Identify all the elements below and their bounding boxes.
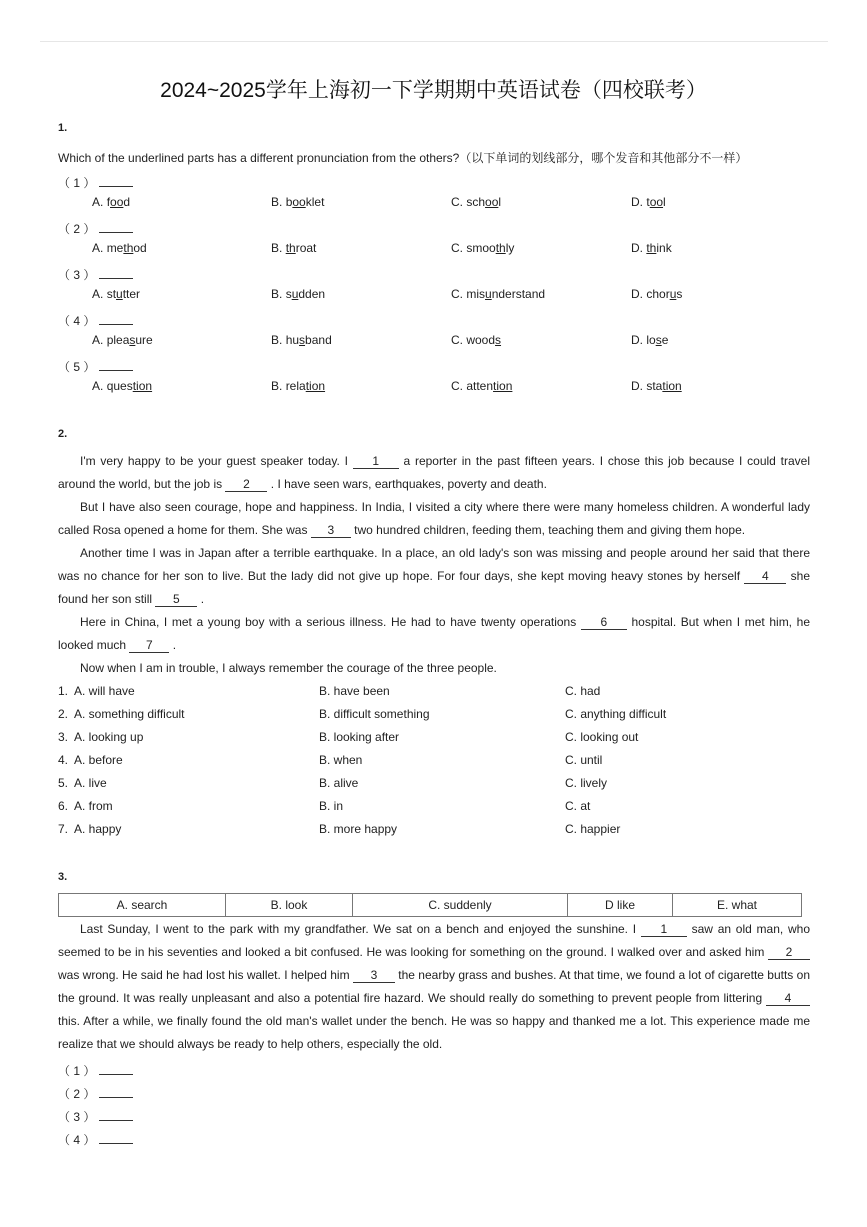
word-part: s [676,287,683,301]
word-part: nderstand [491,287,546,301]
blank-1[interactable]: 1 [641,923,687,937]
underlined-part: tion [132,379,153,393]
option-a [92,241,147,255]
item-number [58,1061,133,1079]
choice-b: B. more happy [319,822,398,836]
word-part: ink [656,241,672,255]
choice-c: C. at [565,799,591,813]
item-number [58,1084,133,1102]
item-number [58,311,133,329]
underlined-part: u [669,287,677,301]
word-bank-cell: E. what [673,894,802,917]
choice-b: B. when [319,753,363,767]
option-c [451,241,514,255]
option-letter: C. [451,195,463,209]
word-part: klet [305,195,325,209]
choice-c: C. looking out [565,730,639,744]
choice-b: B. alive [319,776,359,790]
option-d [631,333,668,347]
word-part: atten [466,379,494,393]
option-c [451,333,501,347]
choice-number: 3. [58,730,69,744]
item-label: （ 4 ） [58,1133,96,1147]
answer-blank[interactable] [99,1107,133,1121]
option-letter: D. [631,379,643,393]
choice-a: A. will have [74,684,135,698]
option-b [271,287,325,301]
top-divider [40,41,828,42]
choice-number: 1. [58,684,69,698]
answer-blank[interactable] [99,173,133,187]
option-letter: B. [271,241,283,255]
choice-b: B. looking after [319,730,400,744]
passage-2-paragraph-2: But I have also seen courage, hope and happiness. In India, I visited a city where there were many homeless children. A wonderful lady called Rosa opened a home for them. She was 3 two hundred children, feeding them, teaching them and giving them hope. [58,500,810,537]
underlined-part: s [655,333,662,347]
passage-3-paragraph: Last Sunday, I went to the park with my grandfather. We sat on a bench and enjoyed the sunshine. I 1 saw an old man, who seemed to be in his seventies and looked a bit confused. He was looking for something on the ground. I walked over and asked him 2 was wrong. He said he had lost his wallet. I helped him 3 the nearby grass and bushes. At that time, we found a lot of cigarette butts on the ground. It was really unpleasant and also a potential fire hazard. We should really do something to prevent people from littering 4 this. After a while, we finally found the old man's wallet under the bench. He was so happy and thanked me a lot. This experience made me realize that we should always be ready to help others, especially the old. [58,922,811,1051]
answer-blank[interactable] [99,357,133,371]
passage-2-paragraph-5: Now when I am in trouble, I always remember the courage of the three people. [80,661,497,675]
blank-6[interactable]: 6 [581,616,627,630]
answer-blank[interactable] [99,1061,133,1075]
word-part: rela [285,379,306,393]
item-label: （ 2 ） [58,1087,96,1101]
option-d [631,241,672,255]
underlined-part: u [116,287,123,301]
option-letter: D. [631,195,643,209]
blank-4[interactable]: 4 [744,570,786,584]
option-c [451,195,501,209]
question-2-number: 2. [58,428,68,440]
option-a [92,379,152,393]
passage-2-paragraph-4: Here in China, I met a young boy with a serious illness. He had to have twenty operations 6 hospital. But when I met him, he looked much 7 . [58,615,810,652]
word-part: lo [646,333,656,347]
underlined-part: tion [493,379,513,393]
choice-a: A. happy [74,822,122,836]
blank-4[interactable]: 4 [766,992,810,1006]
option-letter: A. [92,241,104,255]
option-letter: A. [92,287,104,301]
passage-2-paragraph-3: Another time I was in Japan after a terrible earthquake. In a place, an old lady's son was missing and people around her said that there was no chance for her son to live. But the lady did not give up hope. For four days, she kept moving heavy stones by herself 4 she found her son still 5 . [58,546,810,606]
item-number [58,265,133,283]
option-letter: C. [451,333,463,347]
word-bank-cell: A. search [59,894,226,917]
choice-a: A. live [74,776,107,790]
word-bank-table [58,893,802,917]
underlined-part: th [123,241,134,255]
word-part: sch [466,195,486,209]
word-part: l [663,195,666,209]
choice-c: C. until [565,753,603,767]
answer-blank[interactable] [99,265,133,279]
word-bank-cell: D like [568,894,673,917]
question-3-number: 3. [58,871,68,883]
passage-2-paragraph-1: I'm very happy to be your guest speaker today. I 1 a reporter in the past fifteen years. I chose this job because I could travel around the world, but the job is 2 . I have seen wars, earthquakes, poverty and death. [58,454,810,491]
option-b [271,195,324,209]
underlined-part: tion [305,379,326,393]
underlined-part: oo [485,195,499,209]
word-part: tter [122,287,141,301]
underlined-part: u [485,287,492,301]
word-part: ques [106,379,133,393]
underlined-part: oo [292,195,306,209]
option-letter: B. [271,379,283,393]
choice-a: A. before [74,753,123,767]
option-b [271,241,316,255]
item-label: （ 1 ） [58,176,96,190]
word-part: ure [135,333,153,347]
word-bank-cell: C. suddenly [353,894,568,917]
option-letter: B. [271,333,283,347]
item-number [58,1107,133,1125]
option-letter: A. [92,379,104,393]
option-letter: B. [271,287,283,301]
word-part: t [646,195,650,209]
word-part: chor [646,287,670,301]
option-d [631,379,682,393]
underlined-part: s [299,333,306,347]
word-bank-cell: B. look [226,894,353,917]
choice-b: B. difficult something [319,707,430,721]
item-label: （ 5 ） [58,360,96,374]
choice-number: 5. [58,776,69,790]
blank-5[interactable]: 5 [155,593,197,607]
word-part: smoo [466,241,496,255]
word-part: od [133,241,147,255]
underlined-part: oo [649,195,664,209]
choice-c: C. had [565,684,601,698]
underlined-part: th [495,241,506,255]
underlined-part: s [129,333,136,347]
choice-c: C. happier [565,822,621,836]
item-label: （ 3 ） [58,1110,96,1124]
item-label: （ 2 ） [58,222,96,236]
word-part: dden [298,287,326,301]
word-part: roat [295,241,317,255]
word-part: f [106,195,111,209]
choice-a: A. looking up [74,730,144,744]
question-1-instruction: Which of the underlined parts has a different pronunciation from the others?（以下单词的划线部分，哪个发音和其他部分不一样） [58,151,748,165]
item-label: （ 3 ） [58,268,96,282]
option-b [271,379,325,393]
option-b [271,333,332,347]
underlined-part: oo [110,195,124,209]
word-part: st [106,287,117,301]
option-letter: C. [451,379,463,393]
word-part: e [661,333,669,347]
choice-a: A. from [74,799,113,813]
option-letter: A. [92,333,104,347]
blank-2[interactable]: 2 [768,946,810,960]
word-part: s [285,287,292,301]
word-part: b [285,195,293,209]
option-c [451,379,512,393]
underlined-part: th [285,241,296,255]
item-label: （ 4 ） [58,314,96,328]
word-part: plea [106,333,130,347]
option-letter: D. [631,241,643,255]
item-number [58,357,133,375]
item-label: （ 1 ） [58,1064,96,1078]
choice-number: 6. [58,799,69,813]
option-d [631,287,682,301]
option-d [631,195,666,209]
blank-3[interactable]: 3 [353,969,395,983]
choice-number: 4. [58,753,69,767]
underlined-part: tion [662,379,682,393]
item-number [58,1130,133,1148]
choice-a: A. something difficult [74,707,185,721]
word-part: sta [646,379,663,393]
word-part: d [123,195,131,209]
option-a [92,333,153,347]
blank-1[interactable]: 1 [353,455,399,469]
option-letter: D. [631,287,643,301]
word-part: ly [505,241,515,255]
choice-number: 2. [58,707,69,721]
choice-number: 7. [58,822,69,836]
choice-b: B. have been [319,684,390,698]
option-a [92,287,140,301]
question-1-number: 1. [58,122,68,134]
word-part: mis [466,287,486,301]
item-number [58,173,133,191]
word-part: hu [285,333,300,347]
option-c [451,287,545,301]
word-part: band [305,333,332,347]
answer-blank[interactable] [99,219,133,233]
answer-blank[interactable] [99,1130,133,1144]
choice-c: C. lively [565,776,608,790]
blank-3[interactable]: 3 [311,524,351,538]
option-letter: C. [451,241,463,255]
page-title: 2024~2025学年上海初一下学期期中英语试卷（四校联考） [160,79,707,102]
option-letter: B. [271,195,283,209]
blank-7[interactable]: 7 [129,639,169,653]
word-part: l [498,195,502,209]
item-number [58,219,133,237]
option-letter: A. [92,195,104,209]
underlined-part: u [291,287,299,301]
option-a [92,195,130,209]
answer-blank[interactable] [99,311,133,325]
option-letter: C. [451,287,463,301]
underlined-part: s [495,333,502,347]
answer-blank[interactable] [99,1084,133,1098]
underlined-part: th [646,241,657,255]
word-part: me [106,241,124,255]
option-letter: D. [631,333,643,347]
word-part: wood [466,333,496,347]
blank-2[interactable]: 2 [225,478,267,492]
choice-c: C. anything difficult [565,707,667,721]
choice-b: B. in [319,799,344,813]
